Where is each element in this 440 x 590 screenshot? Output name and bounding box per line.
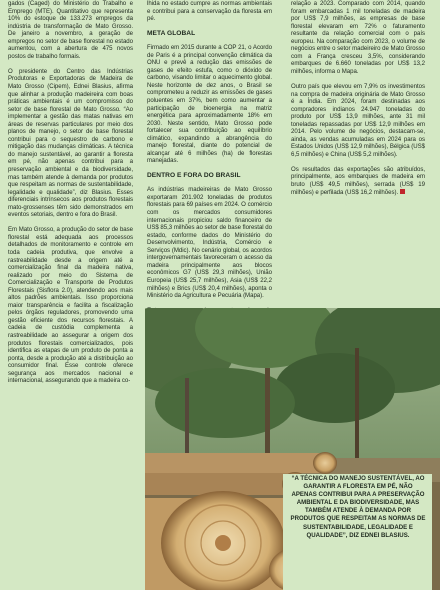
article-paragraph: Firmado em 2015 durante a COP 21, o Acordo de Paris é a principal convenção climática da ONU e prevê a redução das emissões de gases de efeito estufa, como o dióxido de carbono, visando limitar o aquecimento global. Neste horizonte de dez anos, o Brasil se comprometeu a reduzir as emissões de gases poluentes em 37%, bem como aumentar a participação de bioenergia na matriz energética para aproximadamente 18% em 2030. Neste sentido, Mato Grosso pode fortalecer sua contribuição ao equilíbrio climático, expandindo a abrangência do manejo florestal, diante do potencial de alcançar até 6 milhões (ha) de florestas manejadas. — [147, 44, 272, 165]
article-column-right — [291, 0, 425, 204]
section-heading-meta-global: META GLOBAL — [147, 30, 196, 38]
pull-quote: “A TÉCNICA DO MANEJO SUSTENTÁVEL, AO GARANTIR A FLORESTA EM PÉ, NÃO APENAS CONTRIBUI PARA A PRESERVAÇÃO AMBIENTAL E DA BIODIVERSIDADE, MAS TAMBÉM ATENDE À DEMANDA POR PRODUTOS QUE RESPEITAM AS NORMAS DE SUSTENTABILIDADE, LEGALIDADE E QUALIDADE”, DIZ EDNEI BLASIUS. — [290, 475, 426, 539]
article-paragraph: lhida no estado cumpre as normas ambientais e contribui para a conservação da floresta em pé. — [147, 0, 272, 23]
section-heading-dentro-e-fora: DENTRO E FORA DO BRASIL — [147, 172, 241, 180]
article-paragraph: As indústrias madeireiras de Mato Grosso exportaram 201.902 toneladas de produtos florestais para 69 países em 2024. O comércio com os mercados consumidores internacionais propiciou saldo financeiro de US$ 85,3 milhões ao setor de base florestal do estado, conforme dados do Ministério do Desenvolvimento, Indústria, Comércio e Serviços (Mdic). No cenário global, os acordos intergovernamentais favoreceram o acesso da madeira principalmente aos blocos econômicos G7 (US$ 29,3 milhões), União Europeia (US$ 25,7 milhões), Asia (US$ 22,2 milhões) e Brics (US$ 20,4 milhões), aponta o Ministério da Agricultura e Pecuária (Mapa). — [147, 186, 272, 300]
article-column-left — [8, 0, 133, 392]
article-paragraph: gados (Caged) do Ministério do Trabalho e Emprego (MTE). Quantitativo que representa 10% do estoque de 133.273 empregos da indústria de transformação de Mato Grosso. De janeiro a novembro, a geração de empregos no setor de base florestal no estado aumentou, com a abertura de 475 novos postos de trabalho formais. — [8, 0, 133, 60]
end-of-article-mark — [400, 189, 405, 194]
article-paragraph: Em Mato Grosso, a produção do setor de base florestal está adequada aos processos detalhados de monitoramento e controle em toda cadeia produtiva, que envolve a rastreabilidade desde a origem até a comercialização final da madeira nativa, realizado por meio do Sistema de Comercialização e Transporte de Produtos Florestais (Sisflora 2.0), atendendo aos mais altos padrões ambientais. Isso proporciona maior transparência e facilita a fiscalização pelos órgãos reguladores, promovendo uma gestão eficiente dos recursos florestais. A cadeia de custódia complementa a rastreabilidade ao assegurar a origem dos produtos florestais comercializados, pois identifica as etapas de um produto de ponta a ponta, desde a produção até a distribuição ao consumidor final. Esse controle oferece segurança aos mercados nacional e internacional, assegurando que a madeira co- — [8, 226, 133, 385]
article-paragraph — [291, 166, 425, 196]
article-paragraph: O presidente do Centro das Indústrias Produtoras e Exportadoras de Madeira de Mato Grosso (Cipem), Ednei Blasius, afirma que alinhar a produção madeireira com boas práticas ambientais é um compromisso do setor de base florestal de Mato Grosso. “Ao implementar a gestão das matas nativas em áreas de reservas particulares por meio dos planos de manejo, o setor de base florestal contribui para o sequestro de carbono e mitigação das mudanças climáticas. A técnica do manejo sustentável, ao garantir a floresta em pé, não apenas contribui para a preservação ambiental e da biodiversidade, mas também atende à demanda por produtos que respeitam as normas de sustentabilidade, legalidade e qualidade”, diz Blasius. Esses diferenciais intrínsecos aos produtos florestais mato-grossenses têm sido demonstrados em eventos setoriais, dentro e fora do Brasil. — [8, 67, 133, 219]
article-paragraph: relação a 2023. Comparado com 2014, quando foram embarcadas 1 mil toneladas de madeira por US$ 7,9 milhões, as empresas de base florestal elevaram em 72% o faturamento resultante da relação comercial com o país europeu. Na comparação com 2023, o volume de negócios entre o setor madeireiro de Mato Grosso com a França cresceu 3,5%, considerando embarques de 6.660 toneladas por US$ 13,2 milhões, informa o Mapa. — [291, 0, 425, 75]
article-paragraph-text: Os resultados das exportações são atribuídos, principalmente, aos embarques de madeira em bruto (US$ 49,5 milhões), serrada (US$ 19 milhões) e perfilada (US$ 16,2 milhões). — [291, 165, 425, 196]
article-paragraph: Outro país que elevou em 7,9% os investimentos na compra de madeira originária de Mato Grosso é a Índia. Em 2024, foram destinadas aos compradores indianos 24.947 toneladas do produto por US$ 13,9 milhões, ante 31 mil toneladas repassadas por US$ 12,9 milhões em 2014. Pelo volume de negócios, destacam-se, ainda, as vendas acumuladas em 2024 para os Estados Unidos (US$ 12,9 milhões), Bélgica (US$ 6,5 milhões) e China (US$ 5,2 milhões). — [291, 82, 425, 158]
